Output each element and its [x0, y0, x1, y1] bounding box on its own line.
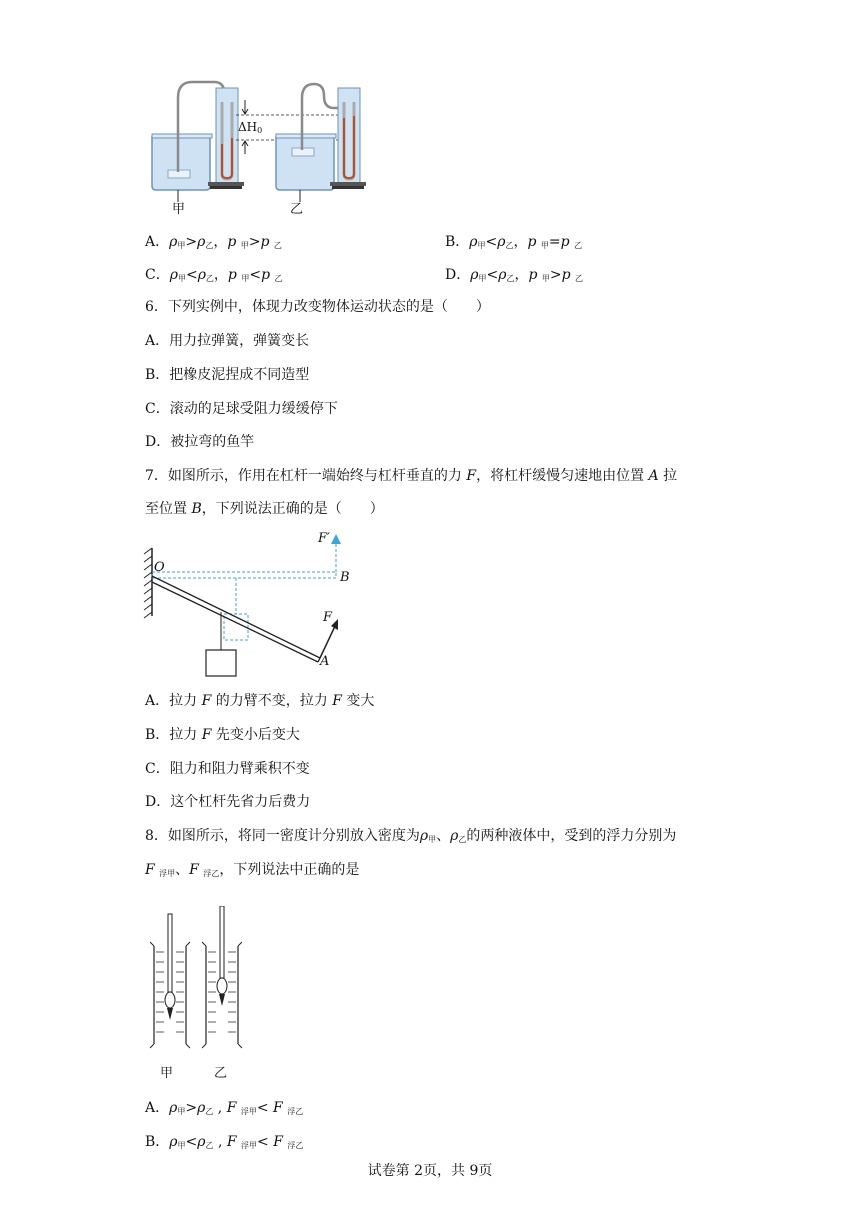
option-letter: A． [145, 234, 170, 250]
label-yi-fig5: 乙 [290, 202, 304, 217]
label-f: F [323, 610, 333, 625]
var-f: F [226, 1100, 237, 1116]
relation: > [185, 234, 198, 250]
sub: 浮乙 [287, 1141, 304, 1150]
var-f: F [145, 862, 155, 878]
text: 8．如图所示，将同一密度计分别放入密度为 [145, 828, 420, 844]
rho-symbol: ρ [498, 267, 507, 283]
q8-option-b: B．$\rho_甲<\rho_乙$ , F $_{浮甲}$< F $_{浮乙}$ [145, 1134, 304, 1150]
q7-option-d: D．这个杠杆先省力后费力 [145, 794, 311, 810]
separator: ， [213, 267, 228, 283]
q5-option-c [145, 265, 283, 289]
sub: 乙 [205, 1141, 214, 1150]
delta-h-label [238, 120, 262, 135]
q6-option-c: C．滚动的足球受阻力缓缓停下 [145, 401, 338, 417]
relation: = [548, 234, 561, 250]
sub: 乙 [273, 241, 282, 250]
sub: 乙 [458, 835, 467, 844]
relation: < [185, 1134, 198, 1150]
p-symbol: p [561, 267, 571, 283]
q5-option-d [445, 265, 583, 289]
q5-option-a [145, 232, 282, 256]
sub: 乙 [205, 274, 214, 283]
sub: 甲 [241, 274, 250, 283]
rho-symbol: ρ [169, 1100, 178, 1116]
q6-option-d: D．被拉弯的鱼竿 [145, 434, 255, 450]
option-letter: A． [145, 1100, 170, 1116]
var-f: F [201, 693, 212, 709]
label-b: B [340, 570, 350, 585]
q6-option-b: B．把橡皮泥捏成不同造型 [145, 367, 310, 383]
q8-stem-line2 [145, 860, 359, 884]
text: 7．如图所示，作用在杠杆一端始终与杠杆垂直的力 [145, 468, 467, 484]
p-symbol: p [261, 267, 271, 283]
separator: 、 [175, 862, 190, 878]
page-footer: 试卷第 2页，共 9页 [367, 1163, 493, 1179]
rho-symbol: ρ [497, 234, 506, 250]
sub: 乙 [274, 274, 283, 283]
rho-symbol: ρ [169, 267, 178, 283]
sub: 乙 [205, 241, 214, 250]
rho-symbol: ρ [450, 828, 459, 844]
rho-symbol: ρ [197, 267, 206, 283]
text: 拉 [658, 468, 678, 484]
sub: 甲 [177, 1141, 186, 1150]
sub: 甲 [477, 241, 486, 250]
relation: < [486, 267, 499, 283]
option-letter: C． [145, 267, 170, 283]
sub: 乙 [205, 1107, 214, 1116]
var-f: F [189, 862, 199, 878]
delta-h-sub: 0 [257, 126, 263, 135]
sub: 浮乙 [203, 869, 220, 878]
label-a: A [320, 654, 330, 669]
p-symbol: p [260, 234, 270, 250]
sub: 甲 [540, 241, 549, 250]
var-f: F [226, 1134, 237, 1150]
q8-stem-line1 [145, 826, 676, 850]
rho-symbol: ρ [419, 828, 429, 844]
relation: < [257, 1134, 269, 1150]
relation: > [248, 234, 261, 250]
sub: 浮乙 [287, 1107, 304, 1116]
relation: > [549, 267, 562, 283]
option-letter: B． [145, 1134, 170, 1150]
q6-stem: 6．下列实例中，体现力改变物体运动状态的是（ ） [145, 299, 490, 315]
option-letter: B． [445, 234, 470, 250]
sub: 乙 [505, 241, 514, 250]
q6-option-a: A．用力拉弹簧，弹簧变长 [145, 333, 310, 349]
text: 的力臂不变，拉力 [211, 693, 333, 709]
var-f: F [332, 693, 342, 709]
relation: < [256, 1100, 269, 1116]
q7-option-b [145, 725, 300, 745]
p-symbol: p [560, 234, 570, 250]
q7-option-c: C．阻力和阻力臂乘积不变 [145, 761, 310, 777]
sub: 甲 [428, 835, 437, 844]
text: 的两种液体中，受到的浮力分别为 [466, 828, 677, 844]
var-f: F [273, 1100, 283, 1116]
sub: 甲 [177, 274, 186, 283]
p-symbol: p [527, 234, 537, 250]
separator: ， [514, 267, 529, 283]
sub: 甲 [177, 1107, 186, 1116]
text: A．拉力 [145, 693, 202, 709]
text: 至位置 [145, 501, 192, 517]
sub: 甲 [541, 274, 550, 283]
var-a: A [648, 468, 659, 484]
q7-stem-line2 [145, 499, 384, 519]
sub: 乙 [506, 274, 515, 283]
var-b: B [191, 501, 202, 517]
label-o: O [154, 560, 165, 575]
p-symbol: p [227, 234, 237, 250]
label-f-prime: F′ [318, 531, 330, 546]
text: 变大 [341, 693, 375, 709]
q8-option-a: A．$\rho_甲>\rho_乙$ , F $_{浮甲}$< F $_{浮乙}$ [145, 1100, 304, 1116]
q7-stem-line1 [145, 466, 677, 486]
separator: ， [513, 234, 528, 250]
sub: 甲 [240, 241, 249, 250]
sub: 浮甲 [241, 1141, 258, 1150]
lever-figure [140, 528, 370, 680]
text: ，下列说法正确的是（ ） [201, 501, 384, 517]
var-f: F [273, 1134, 283, 1150]
rho-symbol: ρ [197, 234, 206, 250]
sub: 浮甲 [240, 1107, 257, 1116]
text: B．拉力 [145, 727, 202, 743]
rho-symbol: ρ [469, 234, 478, 250]
sub: 甲 [177, 241, 186, 250]
text: 先变小后变大 [211, 727, 300, 743]
sub: 乙 [574, 241, 583, 250]
sub: 甲 [478, 274, 487, 283]
rho-symbol: ρ [197, 1100, 206, 1116]
q5-option-b [445, 232, 582, 256]
delta-h-text: ΔH [238, 120, 258, 134]
option-letter: D． [445, 267, 471, 283]
rho-symbol: ρ [169, 1134, 178, 1150]
var-f: F [466, 468, 477, 484]
text: ，下列说法中正确的是 [219, 862, 360, 878]
relation: > [185, 1100, 198, 1116]
relation: < [485, 234, 498, 250]
label-jia-fig8: 甲 [160, 1066, 174, 1081]
q7-option-a [145, 691, 374, 711]
rho-symbol: ρ [197, 1134, 206, 1150]
sub: 浮甲 [159, 869, 176, 878]
rho-symbol: ρ [470, 267, 479, 283]
label-yi-fig8: 乙 [214, 1066, 228, 1081]
rho-symbol: ρ [169, 234, 178, 250]
hydrometer-figure [142, 906, 252, 1056]
p-symbol: p [227, 267, 237, 283]
var-f: F [201, 727, 212, 743]
label-jia-fig5: 甲 [172, 202, 186, 217]
separator: 、 [436, 828, 451, 844]
p-symbol: p [528, 267, 538, 283]
relation: < [185, 267, 198, 283]
manometer-figure [140, 78, 380, 218]
sub: 乙 [575, 274, 584, 283]
separator: ， [213, 234, 228, 250]
relation: < [249, 267, 262, 283]
text: ，将杠杆缓慢匀速地由位置 [476, 468, 649, 484]
